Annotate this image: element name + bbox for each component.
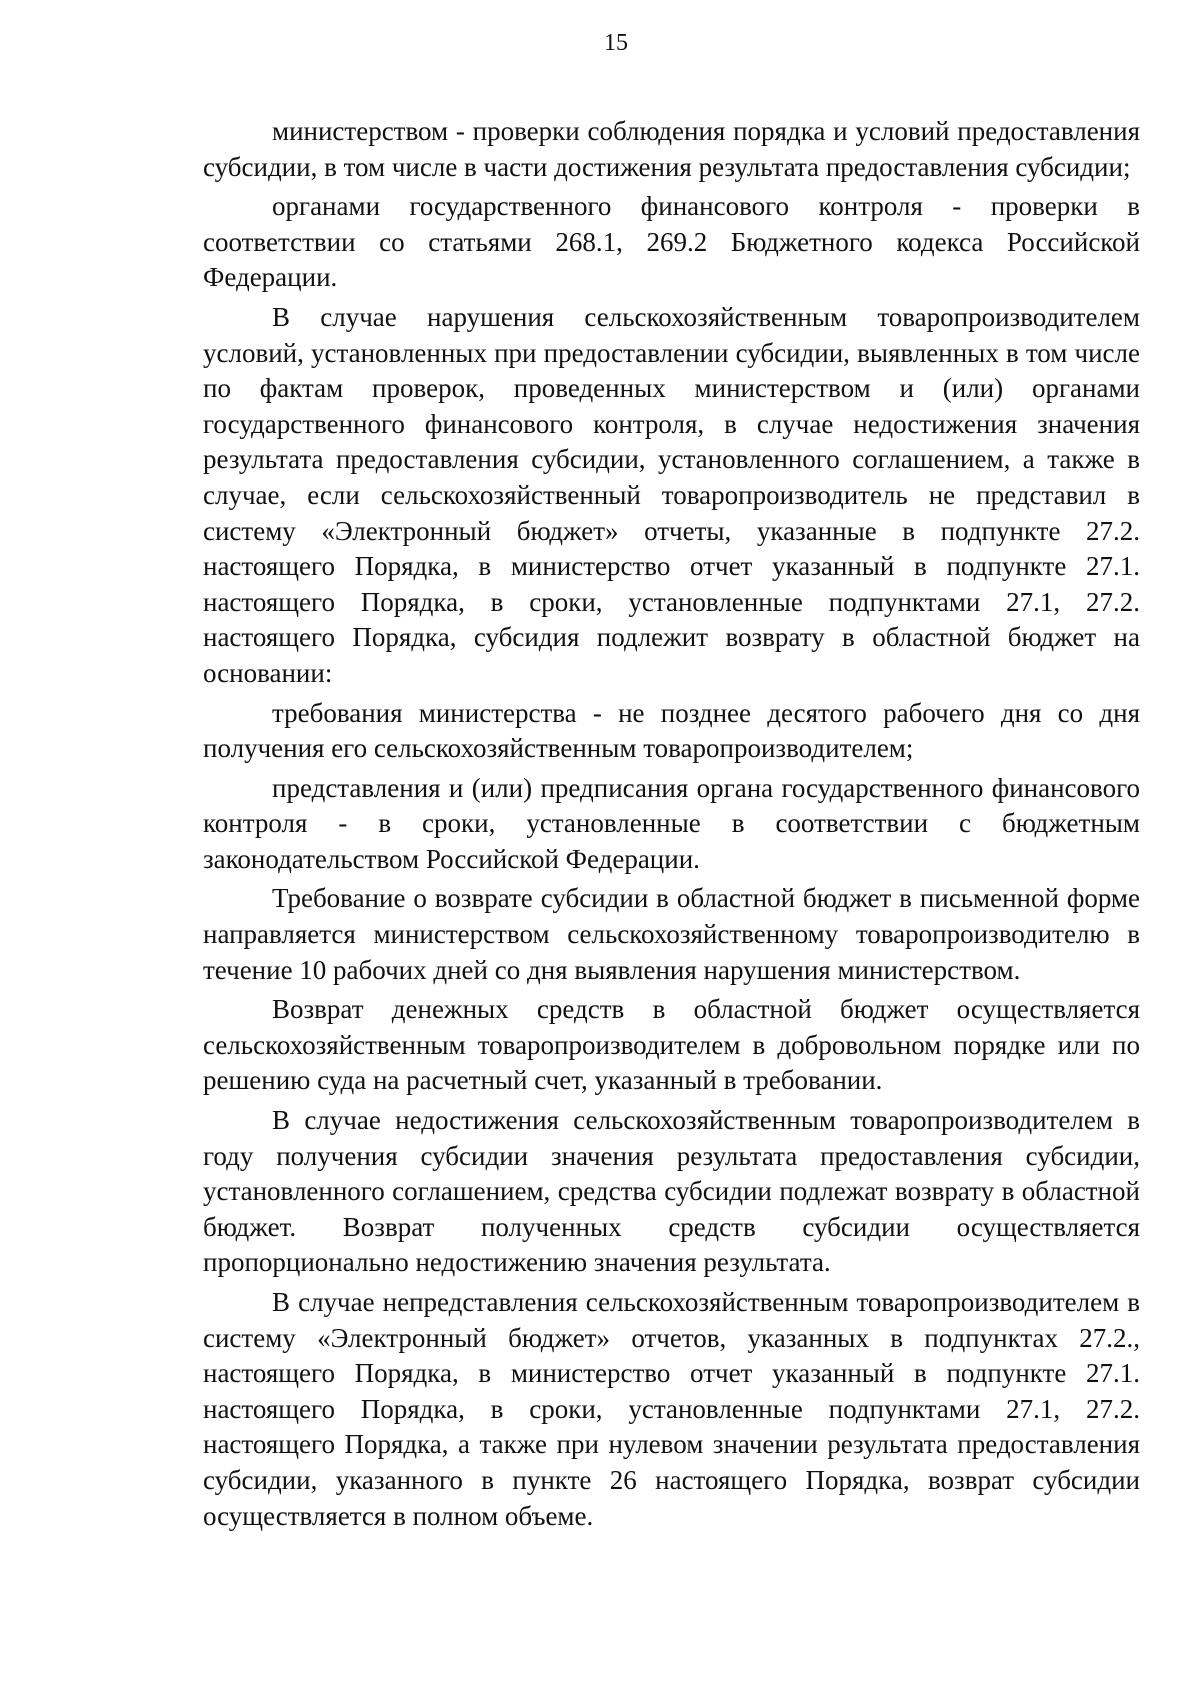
paragraph-financial-control-checks: органами государственного финансового контроля - проверки в соответствии со статьями 268.1, 269.2 Бюджетного кодекса Российской Федерации.	[203, 191, 1140, 293]
paragraph-control-order: представления и (или) предписания органа государственного финансового контроля - в сроки, установленные в соответствии с бюджетным законодательством Российской Федерации.	[203, 772, 1140, 874]
paragraph-funds-return: Возврат денежных средств в областной бюджет осуществляется сельскохозяйственным товаропроизводителем в добровольном порядке или по решению суда на расчетный счет, указанный в требовании.	[203, 994, 1140, 1096]
paragraph-result-not-achieved: В случае недостижения сельскохозяйственным товаропроизводителем в году получения субсидии значения результата предоставления субсидии, установленного соглашением, средства субсидии подлежат возврату в областной бюджет. Возврат полученных средств субсидии осуществляется пропорционально недостижению значения результата.	[203, 1105, 1140, 1278]
page-number: 15	[604, 30, 628, 56]
paragraph-return-demand: Требование о возврате субсидии в областной бюджет в письменной форме направляется министерством сельскохозяйственному товаропроизводителю в течение 10 рабочих дней со дня выявления нарушения министерством.	[203, 883, 1140, 985]
paragraph-violation-return: В случае нарушения сельскохозяйственным товаропроизводителем условий, установленных при предоставлении субсидии, выявленных в том числе по фактам проверок, проведенных министерством и (или) органами государственного финансового контроля, в случае недостижения значения результата предоставления субсидии, установленного соглашением, а также в случае, если сельскохозяйственный товаропроизводитель не представил в систему «Электронный бюджет» отчеты, указанные в подпункте 27.2. настоящего Порядка, в министерство отчет указанный в подпункте 27.1. настоящего Порядка, в сроки, установленные подпунктами 27.1, 27.2. настоящего Порядка, субсидия подлежит возврату в областной бюджет на основании:	[203, 301, 1140, 688]
paragraph-ministry-checks: министерством - проверки соблюдения порядка и условий предоставления субсидии, в том числе в части достижения результата предоставления субсидии;	[203, 116, 1140, 182]
document-body	[203, 114, 1140, 1538]
paragraph-ministry-requirement: требования министерства - не позднее десятого рабочего дня со дня получения его сельскохозяйственным товаропроизводителем;	[203, 697, 1140, 764]
paragraph-reports-not-submitted: В случае непредставления сельскохозяйственным товаропроизводителем в систему «Электронный бюджет» отчетов, указанных в подпунктах 27.2., настоящего Порядка, в министерство отчет указанный в подпункте 27.1. настоящего Порядка, в сроки, установленные подпунктами 27.1, 27.2. настоящего Порядка, а также при нулевом значении результата предоставления субсидии, указанного в пункте 26 настоящего Порядка, возврат субсидии осуществляется в полном объеме.	[203, 1287, 1140, 1531]
